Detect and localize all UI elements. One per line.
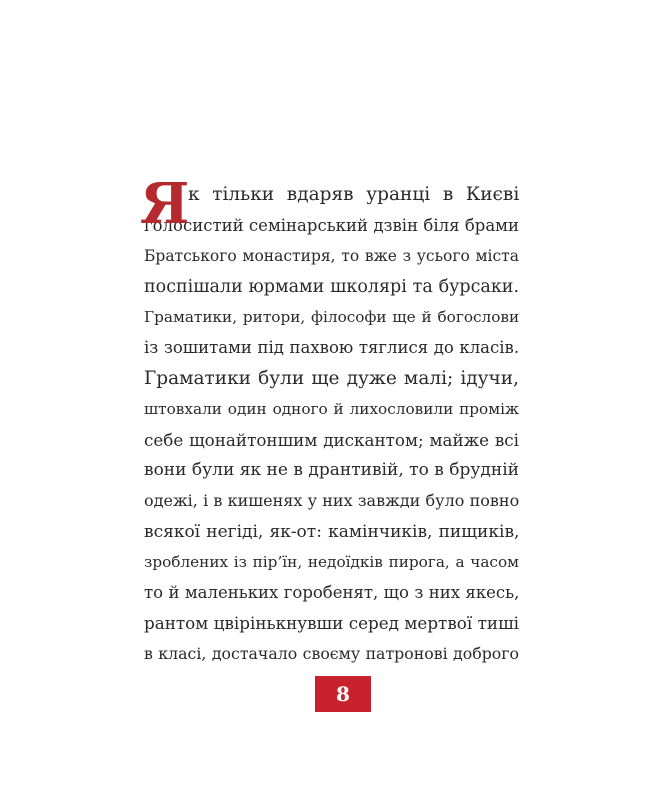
text-line: то й маленьких горобенят, що з них якесь, bbox=[144, 582, 520, 602]
text-line: Граматики були ще дуже малі; ідучи, bbox=[144, 367, 519, 389]
page-number-badge bbox=[315, 676, 371, 712]
text-line: зроблених із пір’їн, недоїдків пирога, а часом bbox=[144, 553, 519, 572]
text-line: к тільки вдаряв уранці в Києві bbox=[188, 184, 520, 205]
text-line: в класі, достачало своєму патронові доброго bbox=[144, 643, 519, 663]
text-line: Братського монастиря, то вже з усього міста bbox=[144, 247, 519, 266]
text-line: всякої негіді, як-от: камінчиків, пищиків, bbox=[144, 521, 520, 542]
drop-cap-letter: Я bbox=[140, 171, 190, 237]
text-line: Граматики, ритори, філософи ще й богослови bbox=[144, 308, 520, 327]
text-line: поспішали юрмами школярі та бурсаки. bbox=[144, 276, 520, 297]
body-text bbox=[140, 171, 520, 670]
text-line: рантом цвірінькнувши серед мертвої тиші bbox=[144, 613, 519, 634]
text-line: вони були як не в дрантивій, то в брудній bbox=[144, 460, 519, 481]
text-line: із зошитами під пахвою тяглися до класів. bbox=[144, 337, 520, 357]
text-line: голосистий семінарський дзвін біля брами bbox=[144, 215, 519, 235]
text-line: себе щонайтоншим дискантом; майже всі bbox=[144, 429, 520, 450]
page-number: 8 bbox=[336, 682, 350, 706]
text-line: одежі, і в кишенях у них завжди було повно bbox=[144, 490, 520, 510]
text-line: штовхали один одного й лихословили проміж bbox=[144, 400, 519, 419]
